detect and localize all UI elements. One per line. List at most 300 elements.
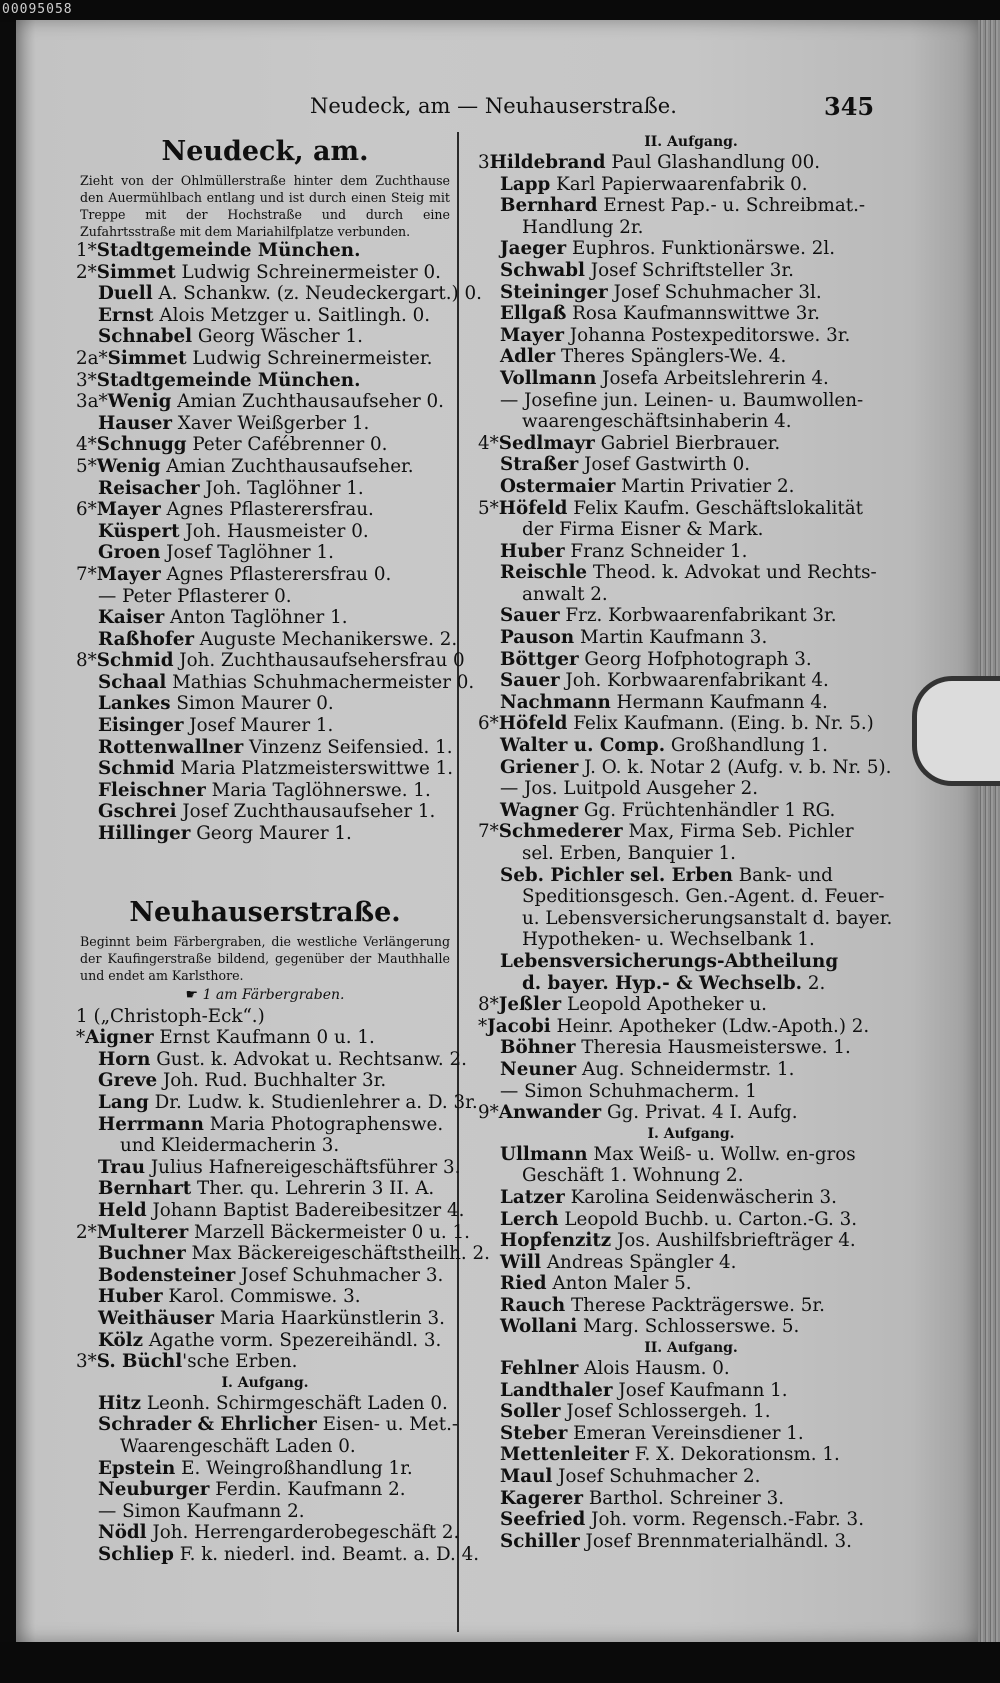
resident-name: Kagerer: [500, 1487, 584, 1509]
resident-name: Jacobi: [487, 1015, 551, 1037]
list-item: [478, 1423, 904, 1445]
resident-details: Felix Kaufm. Geschäftslokalität: [567, 497, 863, 519]
resident-name: d. bayer. Hyp.- & Wechselb.: [522, 972, 803, 994]
house-number: 2a*: [76, 347, 108, 369]
list-item: [478, 152, 904, 174]
resident-details: Josefa Arbeitslehrerin 4.: [596, 367, 829, 389]
resident-details: Josef Schuhmacher 3.: [235, 1264, 444, 1286]
book-thumb-tab: [912, 676, 1000, 786]
resident-details: Eisen- u. Met.-: [316, 1414, 459, 1436]
resident-name: Epstein: [98, 1457, 176, 1479]
resident-name: Duell: [98, 283, 153, 305]
resident-name: Eisinger: [98, 715, 184, 737]
list-item: [76, 1265, 454, 1287]
resident-details: Ferdin. Kaufmann 2.: [209, 1479, 406, 1501]
pointing-hand-icon: ☛: [185, 986, 199, 1003]
house-number: *: [76, 1027, 86, 1049]
resident-name: Sauer: [500, 605, 560, 627]
resident-name: Küspert: [98, 520, 180, 542]
list-item: [76, 1308, 454, 1330]
list-item: [478, 195, 904, 217]
list-item: [76, 434, 454, 456]
list-item: [478, 951, 904, 973]
house-number: 4*: [76, 434, 97, 456]
resident-details: Josef Schuhmacher 2.: [552, 1466, 761, 1488]
list-item: [478, 735, 904, 757]
resident-name: Aigner: [85, 1027, 154, 1049]
resident-details: Josef Schriftsteller 3r.: [584, 259, 794, 281]
resident-details: Josef Schlossergeh. 1.: [560, 1401, 771, 1423]
resident-details: Anton Maler 5.: [546, 1273, 692, 1295]
entry-list-neuhauser-9-aufgang2: [478, 1358, 904, 1552]
list-item: [76, 1522, 460, 1544]
resident-name: Trau: [98, 1156, 146, 1178]
resident-details: J. O. k. Notar 2 (Aufg. v. b. Nr. 5).: [578, 756, 892, 778]
list-item: [76, 521, 454, 543]
scan-top-border: [0, 0, 1000, 22]
list-item: [478, 865, 904, 887]
house-number: 7*: [478, 821, 499, 843]
resident-details: Alois Hausm. 0.: [578, 1358, 730, 1380]
resident-details: Leopold Apotheker u.: [561, 994, 767, 1016]
resident-name: Stadtgemeinde München.: [96, 369, 361, 391]
list-item: [76, 1114, 454, 1136]
resident-details: Maria Platzmeisterswittwe 1.: [174, 758, 454, 780]
list-item: [478, 627, 904, 649]
resident-name: Ostermaier: [500, 475, 616, 497]
resident-details: Frz. Korbwaarenfabrikant 3r.: [559, 605, 837, 627]
house-number: 4*: [478, 432, 499, 454]
list-item: [478, 1209, 904, 1231]
resident-details: Theresia Hausmeisterswe. 1.: [575, 1037, 851, 1059]
resident-name: Rauch: [500, 1294, 566, 1316]
list-item: [478, 973, 904, 995]
resident-details: E. Weingroßhandlung 1r.: [175, 1457, 413, 1479]
right-column: [478, 132, 904, 1552]
resident-details: Max, Firma Seb. Pichler: [622, 821, 854, 843]
resident-name: Huber: [500, 540, 565, 562]
resident-details: Simon Maurer 0.: [170, 693, 334, 715]
resident-details: Dr. Ludw. k. Studienlehrer a. D. 3r.: [148, 1092, 478, 1113]
list-item: [76, 542, 454, 564]
list-item: [478, 368, 904, 390]
resident-name: Hauser: [98, 412, 172, 434]
house-number: 7*: [76, 563, 97, 585]
scan-id-stamp: 00095058: [2, 2, 73, 17]
entry-list-neuhauser-3-aufgang1: [76, 1392, 480, 1566]
list-item: [76, 348, 454, 370]
list-item: [76, 456, 454, 478]
entry-list-neuhauser-3-9: [478, 152, 904, 1124]
resident-details: Joh. Hausmeister 0.: [179, 520, 369, 542]
list-item: [478, 1165, 904, 1187]
resident-details: Ther. qu. Lehrerin 3 II. A.: [191, 1178, 435, 1200]
resident-details: Marzell Bäckermeister 0 u. 1.: [188, 1221, 470, 1243]
list-item: [478, 174, 904, 196]
resident-name: Jeßler: [498, 994, 562, 1016]
street-heading-neudeck: Neudeck, am.: [161, 136, 369, 167]
resident-name: Reischle: [500, 562, 588, 584]
list-item: [76, 1156, 461, 1179]
entry-list-neudeck: [76, 240, 482, 845]
resident-name: Mayer: [96, 563, 161, 585]
resident-details: Ernest Pap.- u. Schreibmat.-: [597, 195, 866, 217]
running-header: [16, 74, 978, 121]
resident-name: Lebensversicherungs-Abtheilung: [500, 950, 839, 972]
list-item: [478, 541, 904, 563]
resident-details: Agnes Pflasterersfrau 0.: [160, 563, 392, 585]
list-item: [478, 1037, 904, 1059]
list-item: [76, 823, 454, 845]
resident-name: Nödl: [98, 1522, 147, 1544]
list-item: [478, 605, 904, 627]
resident-details: Marg. Schlosserswe. 5.: [577, 1316, 800, 1338]
list-item: [478, 1444, 904, 1466]
resident-details: („Christoph-Eck“.): [87, 1005, 265, 1027]
resident-details: Felix Kaufmann. (Eing. b. Nr. 5.): [567, 713, 874, 735]
resident-name: Multerer: [96, 1221, 189, 1243]
resident-details: 'sche Erben.: [182, 1351, 298, 1373]
list-item: [478, 1380, 904, 1402]
resident-name: Soller: [500, 1401, 561, 1423]
resident-name: Weithäuser: [98, 1307, 215, 1329]
list-item: [478, 908, 904, 930]
resident-name: Sedlmayr: [498, 432, 595, 454]
list-item: [76, 1351, 454, 1373]
list-item: [478, 778, 904, 800]
resident-name: Schwabl: [500, 259, 585, 281]
resident-details: Alois Metzger u. Saitlingh. 0.: [153, 304, 431, 326]
list-item: [76, 499, 454, 521]
resident-name: Nachmann: [500, 691, 611, 713]
list-item: [76, 391, 454, 413]
resident-name: Simmet: [96, 261, 176, 283]
resident-name: Schaal: [98, 671, 167, 693]
house-number: *: [478, 1015, 488, 1037]
resident-details: Josef Zuchthausaufseher 1.: [176, 801, 436, 823]
resident-name: Horn: [98, 1048, 151, 1070]
resident-name: Hildebrand: [489, 152, 606, 173]
list-item: [478, 260, 904, 282]
house-number: 2*: [76, 261, 97, 283]
resident-name: Latzer: [500, 1186, 565, 1208]
list-item: [478, 238, 904, 260]
resident-details: Rosa Kaufmannswittwe 3r.: [566, 303, 820, 325]
list-item: [478, 282, 904, 304]
resident-details: Amian Zuchthausaufseher.: [160, 455, 414, 477]
list-item: [76, 780, 454, 802]
list-item: [478, 325, 904, 347]
resident-name: Hopfenzitz: [500, 1230, 612, 1252]
resident-name: Lankes: [98, 693, 171, 715]
list-item: [478, 1488, 904, 1510]
resident-name: Steber: [500, 1422, 568, 1444]
resident-details: Auguste Mechanikerswe. 2.: [193, 628, 458, 650]
resident-details: Handlung 2r.: [522, 216, 644, 238]
resident-details: Großhandlung 1.: [665, 735, 828, 757]
resident-name: Sauer: [500, 670, 560, 692]
subheading-aufgang: II. Aufgang.: [644, 1340, 738, 1357]
list-item: [478, 692, 904, 714]
list-item: [76, 1330, 454, 1352]
resident-name: Schnabel: [98, 326, 193, 348]
house-number: 5*: [478, 497, 499, 519]
resident-details: Johann Baptist Badereibesitzer 4.: [146, 1199, 465, 1221]
list-item: [478, 346, 904, 368]
list-item: [76, 1393, 454, 1415]
list-item: [76, 262, 454, 284]
resident-details: Gabriel Bierbrauer.: [594, 432, 781, 454]
resident-details: Agathe vorm. Spezereihändl. 3.: [143, 1329, 442, 1351]
resident-name: Walter u. Comp.: [500, 735, 666, 757]
house-number: 3*: [76, 369, 97, 391]
resident-details: Bank- und: [732, 864, 833, 886]
resident-details: Karol. Commiswe. 3.: [162, 1286, 361, 1308]
list-item: [76, 801, 454, 823]
resident-details: F. X. Dekorationsm. 1.: [628, 1444, 840, 1466]
resident-details: u. Lebensversicherungsanstalt d. bayer.: [522, 907, 893, 929]
list-item: [478, 649, 904, 671]
resident-name: Ullmann: [500, 1143, 588, 1165]
resident-details: Martin Privatier 2.: [615, 475, 795, 497]
entry-list-neuhauser-9-aufgang1: [478, 1144, 904, 1338]
resident-details: Karolina Seidenwäscherin 3.: [564, 1186, 837, 1208]
resident-details: Ludwig Schreinermeister.: [186, 347, 433, 369]
left-column: [76, 132, 490, 1565]
entry-list-neuhauser-1-3: [76, 1005, 490, 1373]
resident-details: der Firma Eisner & Mark.: [522, 519, 764, 541]
resident-details: — Peter Pflasterer 0.: [98, 585, 292, 607]
subheading-aufgang: I. Aufgang.: [647, 1125, 735, 1142]
list-item: [76, 305, 454, 327]
resident-name: Maul: [500, 1466, 553, 1488]
resident-name: Landthaler: [500, 1379, 613, 1401]
resident-details: Waarengeschäft Laden 0.: [120, 1435, 356, 1457]
resident-name: Mettenleiter: [500, 1444, 629, 1466]
resident-name: Hitz: [98, 1392, 142, 1414]
list-item: [76, 1006, 454, 1028]
resident-name: Wollani: [500, 1316, 578, 1338]
resident-details: Jos. Aushilfsbriefträger 4.: [611, 1230, 856, 1252]
resident-details: Anton Taglöhner 1.: [164, 607, 348, 629]
resident-name: Schmederer: [498, 821, 623, 843]
resident-details: Georg Maurer 1.: [190, 823, 352, 845]
column-divider: [457, 132, 459, 1632]
resident-name: Held: [98, 1199, 147, 1221]
house-number: 8*: [76, 650, 97, 672]
list-item: [478, 584, 904, 606]
list-item: [478, 476, 904, 498]
resident-details: Franz Schneider 1.: [564, 540, 748, 562]
resident-name: Höfeld: [498, 713, 568, 735]
list-item: [76, 478, 454, 500]
list-item: [76, 1501, 454, 1523]
list-item: [478, 1358, 904, 1380]
resident-details: Theres Spänglers-We. 4.: [555, 346, 787, 368]
list-item: [76, 283, 482, 305]
list-item: [76, 1479, 454, 1501]
resident-details: 2.: [802, 972, 826, 994]
directory-page: [16, 20, 978, 1642]
list-item: [478, 519, 904, 541]
list-item: [76, 564, 454, 586]
list-item: [478, 1144, 904, 1166]
resident-details: Josef Gastwirth 0.: [578, 454, 751, 476]
resident-details: Joh. Herrengarderobegeschäft 2.: [146, 1522, 460, 1544]
list-item: [76, 671, 475, 694]
resident-name: Pauson: [500, 627, 575, 649]
resident-details: Max Weiß- u. Wollw. en-gros: [587, 1143, 856, 1165]
resident-details: Julius Hafnereigeschäftsführer 3.: [145, 1156, 461, 1178]
resident-name: Griener: [500, 756, 579, 778]
resident-details: Gust. k. Advokat u. Rechtsanw. 2.: [150, 1048, 467, 1070]
resident-name: Seefried: [500, 1509, 586, 1531]
resident-details: Amian Zuchthausaufseher 0.: [171, 391, 444, 413]
resident-details: — Simon Kaufmann 2.: [98, 1500, 305, 1522]
resident-name: Schliep: [98, 1543, 174, 1565]
house-number: 6*: [76, 499, 97, 521]
resident-details: Joh. Zuchthausaufsehersfrau 0: [173, 650, 465, 672]
resident-details: Speditionsgesch. Gen.-Agent. d. Feuer-: [522, 886, 885, 908]
resident-name: Mayer: [500, 324, 564, 346]
resident-details: Josef Schuhmacher 3l.: [607, 281, 822, 303]
resident-name: Adler: [500, 346, 556, 368]
resident-name: Schnugg: [96, 434, 187, 456]
list-item: [478, 1401, 904, 1423]
house-number: 8*: [478, 994, 499, 1016]
resident-name: Huber: [98, 1286, 163, 1308]
resident-details: Josef Taglöhner 1.: [160, 542, 334, 564]
resident-details: Leonh. Schirmgeschäft Laden 0.: [141, 1392, 448, 1414]
list-item: [76, 1286, 454, 1308]
house-number: 9*: [478, 1102, 499, 1124]
resident-name: Bernhart: [98, 1178, 192, 1200]
resident-name: Schrader & Ehrlicher: [98, 1414, 317, 1436]
resident-name: Greve: [98, 1070, 158, 1092]
resident-details: A. Schankw. (z. Neudeckergart.) 0.: [152, 283, 482, 305]
resident-details: und Kleidermacherin 3.: [120, 1135, 340, 1157]
resident-name: Schmid: [98, 758, 175, 780]
resident-details: — Simon Schuhmacherm. 1: [500, 1080, 757, 1102]
list-item: [76, 1414, 459, 1436]
list-item: [478, 1295, 904, 1317]
resident-name: Ellgaß: [500, 303, 567, 325]
page-stack-edge: [978, 20, 1000, 1642]
list-item: [76, 737, 454, 759]
resident-details: Ludwig Schreinermeister 0.: [175, 261, 441, 283]
resident-name: Simmet: [107, 347, 187, 369]
resident-name: Reisacher: [98, 477, 200, 499]
list-item: [478, 433, 904, 455]
resident-name: Steininger: [500, 281, 608, 303]
list-item: [478, 1059, 904, 1081]
resident-name: Wagner: [500, 799, 579, 821]
resident-name: Bernhard: [500, 195, 598, 217]
list-item: [76, 1458, 454, 1480]
section-gap: [76, 845, 454, 893]
resident-details: Vinzenz Seifensied. 1.: [243, 736, 453, 758]
resident-name: Lang: [98, 1092, 149, 1113]
resident-details: Barthol. Schreiner 3.: [583, 1487, 785, 1509]
house-number: 3a*: [76, 391, 108, 413]
resident-details: Johanna Postexpeditorswe. 3r.: [563, 324, 851, 346]
resident-name: Jaeger: [500, 238, 567, 260]
list-item: [76, 240, 454, 262]
list-item: [76, 607, 454, 629]
list-item: [76, 370, 454, 392]
list-item: [478, 800, 904, 822]
house-number: 2*: [76, 1221, 97, 1243]
resident-name: Will: [500, 1251, 542, 1273]
list-item: [478, 929, 904, 951]
resident-details: Mathias Schuhmachermeister 0.: [166, 671, 475, 693]
resident-name: Gschrei: [98, 801, 177, 823]
resident-name: Lerch: [500, 1208, 559, 1230]
list-item: [76, 1543, 480, 1566]
resident-name: Fehlner: [500, 1358, 579, 1380]
resident-details: Euphros. Funktionärswe. 2l.: [566, 238, 836, 260]
resident-name: Neuburger: [98, 1479, 210, 1501]
resident-name: Böhner: [500, 1037, 576, 1059]
resident-name: Schmid: [96, 650, 174, 672]
scan-bottom-border: [0, 1642, 1000, 1683]
resident-name: Kaiser: [98, 607, 165, 629]
resident-details: — Jos. Luitpold Ausgeher 2.: [500, 778, 759, 800]
list-item: [478, 562, 904, 584]
resident-name: Fleischner: [98, 779, 206, 801]
resident-details: Paul Glashandlung 00.: [605, 152, 821, 173]
resident-name: Groen: [98, 542, 161, 564]
list-item: [478, 1509, 904, 1531]
list-item: [76, 693, 454, 715]
start-note: [76, 984, 454, 1006]
resident-details: Max Bäckereigeschäftstheilh. 2.: [185, 1243, 490, 1265]
resident-details: waarengeschäftsinhaberin 4.: [522, 411, 792, 433]
resident-name: Schiller: [500, 1530, 580, 1552]
list-item: [76, 715, 454, 737]
resident-details: Josef Kaufmann 1.: [612, 1379, 788, 1401]
list-item: [76, 1135, 454, 1157]
resident-details: — Josefine jun. Leinen- u. Baumwollen-: [500, 389, 864, 411]
resident-name: Böttger: [500, 648, 579, 670]
resident-name: Raßhofer: [98, 628, 194, 650]
house-number: 5*: [76, 455, 97, 477]
subheading-aufgang: I. Aufgang.: [221, 1374, 309, 1391]
resident-details: Andreas Spängler 4.: [541, 1251, 737, 1273]
list-item: [478, 1316, 904, 1338]
list-item: [76, 1221, 470, 1244]
list-item: [76, 1092, 478, 1114]
list-item: [76, 1027, 454, 1049]
list-item: [76, 586, 454, 608]
resident-details: Joh. Taglöhner 1.: [199, 477, 364, 499]
street-description-neudeck: Zieht von der Ohlmüllerstraße hinter dem Zuchthause den Auermühlbach entlang und ist durch einen Steig mit Treppe mit der Hochstraße und durch eine Zufahrtsstraße mit dem Mariahilfplatze verbunden.: [80, 173, 450, 239]
list-item: [478, 1016, 904, 1038]
resident-details: sel. Erben, Banquier 1.: [522, 843, 736, 864]
resident-details: Maria Photographenswe.: [203, 1113, 444, 1135]
resident-name: Ernst: [98, 304, 154, 326]
resident-name: Stadtgemeinde München.: [96, 240, 361, 261]
house-number: 1*: [76, 240, 97, 261]
list-item: [76, 1178, 454, 1200]
resident-details: Martin Kaufmann 3.: [574, 627, 768, 649]
list-item: [478, 1102, 904, 1124]
list-item: [478, 411, 904, 433]
resident-details: F. k. niederl. ind. Beamt. a. D. 4.: [173, 1543, 480, 1565]
resident-name: Hillinger: [98, 823, 191, 845]
list-item: [478, 1531, 904, 1553]
list-item: [76, 1199, 465, 1222]
